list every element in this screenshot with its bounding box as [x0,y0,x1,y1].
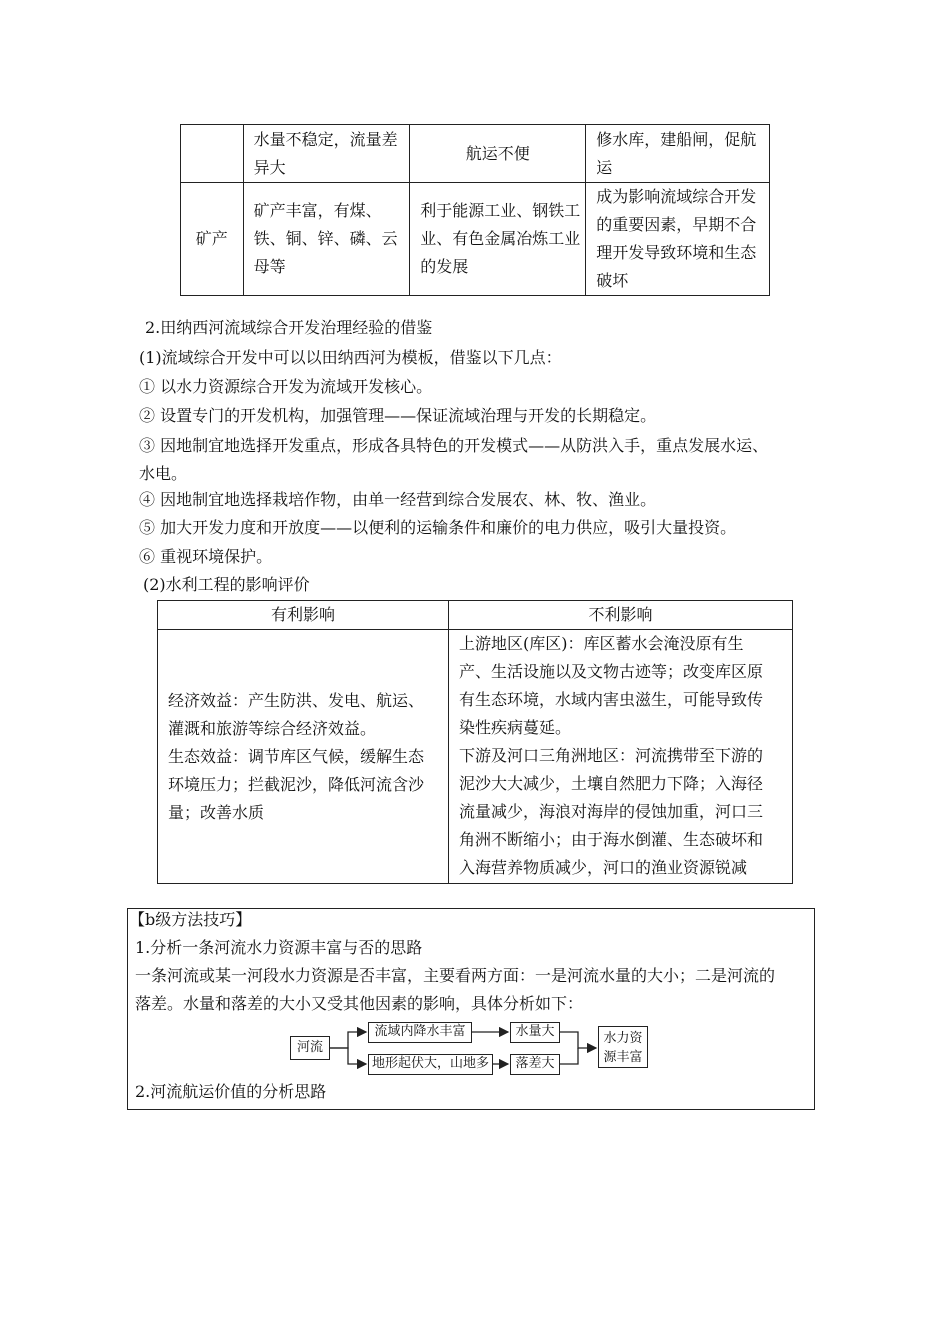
flow-node-drop: 落差大 [510,1054,560,1075]
resource-table [180,124,770,296]
list-item: ⑥ 重视环境保护。 [139,547,273,566]
text-line: 环境压力；拦截泥沙，降低河流含沙 [168,774,425,794]
table-cell: 成为影响流域综合开发的重要因素，早期不合理开发导致环境和生态破坏 [586,183,770,296]
text-line: 下游及河口三角洲地区：河流携带至下游的 [459,746,764,765]
arrow [330,1048,366,1064]
text-line: 经济效益：产生防洪、发电、航运、 [168,690,425,710]
text-line: 上游地区(库区)：库区蓄水会淹没原有生 [459,634,744,653]
positive-impact-cell [158,630,449,884]
result-line: 水力资 [603,1031,643,1046]
table-row [181,183,770,296]
result-line: 源丰富 [603,1050,643,1065]
text-line: 量；改善水质 [168,802,265,822]
text-line: 有生态环境，水域内害虫滋生，可能导致传 [459,690,764,709]
table-cell: 利于能源工业、钢铁工业、有色金属冶炼工业的发展 [410,183,586,296]
flow-node-river: 河流 [290,1036,330,1060]
text-line: 流量减少，海浪对海岸的侵蚀加重，河口三 [459,802,764,821]
section-heading: 2.田纳西河流域综合开发治理经验的借鉴 [145,318,433,337]
arrow [560,1032,596,1048]
list-item: ② 设置专门的开发机构，加强管理——保证流域治理与开发的长期稳定。 [139,406,657,425]
text-line: 角洲不断缩小；由于海水倒灌、生态破坏和 [459,830,764,849]
table-cell: 矿产丰富，有煤、铁、铜、锌、磷、云母等 [243,183,410,296]
text-line: 泥沙大大减少，土壤自然肥力下降；入海径 [459,774,764,793]
text-line: 产、生活设施以及文物古迹等；改变库区原 [459,662,764,681]
table-cell: 矿产 [181,183,244,296]
flow-node-water: 水量大 [510,1022,560,1043]
table-row [158,630,793,884]
method-desc: 落差。水量和落差的大小又受其他因素的影响，具体分析如下： [135,994,584,1013]
table-cell: 航运不便 [410,125,586,183]
list-item: ④ 因地制宜地选择栽培作物，由单一经营到综合发展农、林、牧、渔业。 [139,490,657,509]
table-cell [181,125,244,183]
text-line: 入海营养物质减少，河口的渔业资源锐减 [459,858,748,877]
text-line: 染性疾病蔓延。 [459,718,572,737]
impact-table [157,600,793,884]
text-line: 生态效益：调节库区气候，缓解生态 [168,746,425,766]
column-header: 有利影响 [158,601,449,630]
list-item: ① 以水力资源综合开发为流域开发核心。 [139,377,433,396]
method-title: 【b级方法技巧】 [129,910,252,929]
column-header: 不利影响 [449,601,793,630]
method-point: 2.河流航运价值的分析思路 [135,1082,327,1101]
table-cell: 修水库，建船闸，促航运 [586,125,770,183]
negative-impact-cell [449,630,793,884]
flow-node-result [598,1026,648,1068]
method-desc: 一条河流或某一河段水力资源是否丰富，主要看两方面：一是河流水量的大小；二是河流的 [135,966,776,985]
subheading: (2)水利工程的影响评价 [143,575,310,594]
flow-node-rain: 流域内降水丰富 [368,1022,472,1043]
table-header-row [158,601,793,630]
method-point: 1.分析一条河流水力资源丰富与否的思路 [135,938,423,957]
list-item: ③ 因地制宜地选择开发重点，形成各具特色的开发模式——从防洪入手，重点发展水运、 [139,436,769,455]
arrow [560,1048,578,1064]
table-cell: 水量不稳定，流量差异大 [243,125,410,183]
arrow [330,1032,366,1048]
table-row [181,125,770,183]
flowchart [290,1020,650,1080]
text-line: 灌溉和旅游等综合经济效益。 [168,718,377,738]
subheading: (1)流域综合开发中可以以田纳西河为模板，借鉴以下几点： [139,348,562,367]
list-item: ⑤ 加大开发力度和开放度——以便利的运输条件和廉价的电力供应，吸引大量投资。 [139,518,737,537]
list-item: 水电。 [139,464,188,483]
flow-node-terrain: 地形起伏大，山地多 [368,1054,493,1075]
